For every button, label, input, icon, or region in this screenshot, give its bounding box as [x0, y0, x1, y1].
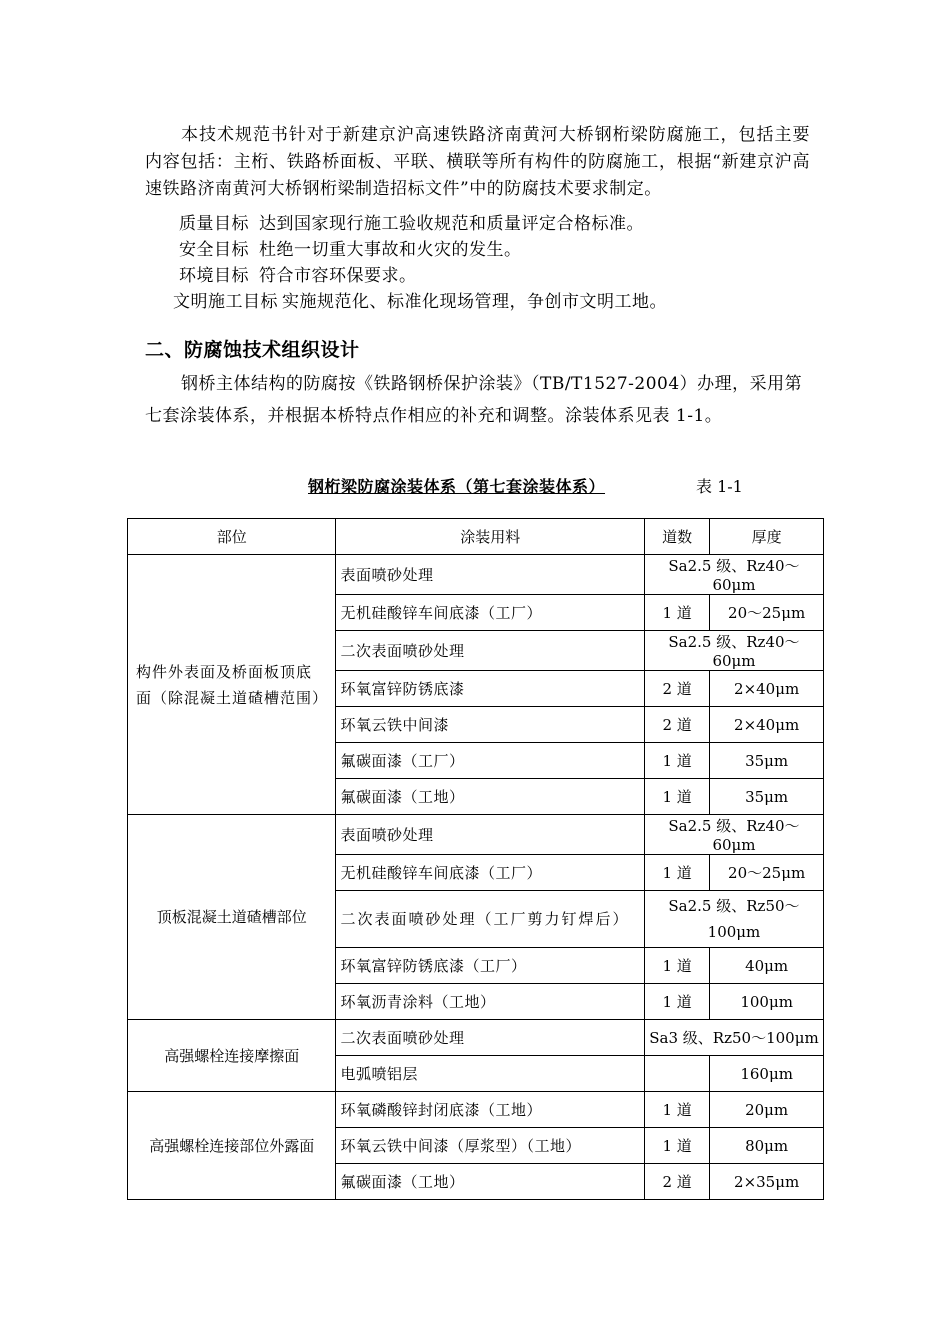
material-cell: 环氧富锌防锈底漆（工厂） — [336, 948, 645, 984]
goal-label: 环境目标 — [179, 266, 249, 286]
material-cell: 二次表面喷砂处理 — [336, 1020, 645, 1056]
goal-safety — [145, 237, 810, 263]
thickness-cell: 35μm — [710, 779, 824, 815]
count-cell: 1 道 — [644, 984, 709, 1020]
material-cell: 二次表面喷砂处理（工厂剪力钉焊后） — [336, 891, 645, 948]
thickness-cell: 20～25μm — [710, 595, 824, 631]
thickness-cell: 20μm — [710, 1092, 824, 1128]
material-cell: 氟碳面漆（工地） — [336, 1164, 645, 1200]
thickness-cell: 2×40μm — [710, 707, 824, 743]
header-thickness: 厚度 — [710, 519, 824, 555]
group-part-cell: 顶板混凝土道碴槽部位 — [128, 815, 336, 1020]
material-cell: 环氧云铁中间漆（厚浆型）（工地） — [336, 1128, 645, 1164]
table-caption: 钢桁梁防腐涂装体系（第七套涂装体系） — [308, 477, 606, 496]
coating-system-table — [127, 518, 824, 1200]
goal-text: 符合市容环保要求。 — [259, 266, 417, 286]
header-material: 涂装用料 — [336, 519, 645, 555]
spec-cell: Sa2.5 级、Rz40～60μm — [644, 631, 823, 671]
table-number: 表 1-1 — [696, 477, 743, 496]
table-caption-row — [145, 474, 810, 500]
goals-list — [145, 211, 810, 315]
goal-label: 安全目标 — [179, 240, 249, 260]
spec-cell — [644, 891, 823, 948]
section-heading: 二、防腐蚀技术组织设计 — [145, 339, 360, 361]
material-cell: 氟碳面漆（工厂） — [336, 743, 645, 779]
table-row — [128, 555, 824, 595]
table-row — [128, 1020, 824, 1056]
material-cell: 环氧云铁中间漆 — [336, 707, 645, 743]
material-cell: 环氧磷酸锌封闭底漆（工地） — [336, 1092, 645, 1128]
count-cell — [644, 1056, 709, 1092]
spec-cell: Sa2.5 级、Rz40～60μm — [644, 555, 823, 595]
thickness-cell: 35μm — [710, 743, 824, 779]
material-cell: 无机硅酸锌车间底漆（工厂） — [336, 855, 645, 891]
goal-quality — [145, 211, 810, 237]
thickness-cell: 20～25μm — [710, 855, 824, 891]
count-cell: 2 道 — [644, 1164, 709, 1200]
spec-text: Sa2.5 级、Rz50～100μm — [668, 897, 800, 941]
count-cell: 1 道 — [644, 1092, 709, 1128]
count-cell: 1 道 — [644, 779, 709, 815]
count-cell: 1 道 — [644, 855, 709, 891]
group-part-cell: 构件外表面及桥面板顶底面（除混凝土道碴槽范围） — [128, 555, 336, 815]
count-cell: 1 道 — [644, 743, 709, 779]
section-paragraph: 钢桥主体结构的防腐按《铁路钢桥保护涂装》（TB/T1527-2004）办理，采用第七套涂装体系，并根据本桥特点作相应的补充和调整。涂装体系见表 1-1。 — [145, 374, 803, 426]
material-cell: 表面喷砂处理 — [336, 815, 645, 855]
count-cell: 2 道 — [644, 707, 709, 743]
goal-label: 文明施工目标 — [173, 292, 278, 312]
thickness-cell: 2×35μm — [710, 1164, 824, 1200]
material-cell: 氟碳面漆（工地） — [336, 779, 645, 815]
table-row — [128, 1092, 824, 1128]
intro-paragraph: 本技术规范书针对于新建京沪高速铁路济南黄河大桥钢桁梁防腐施工，包括主要内容包括：主桁、铁路桥面板、平联、横联等所有构件的防腐施工，根据“新建京沪高速铁路济南黄河大桥钢桁梁制造招标文件”中的防腐技术要求制定。 — [145, 125, 810, 199]
table-header-row — [128, 519, 824, 555]
thickness-cell: 100μm — [710, 984, 824, 1020]
table-row — [128, 815, 824, 855]
group-part-cell: 高强螺栓连接部位外露面 — [128, 1092, 336, 1200]
thickness-cell: 80μm — [710, 1128, 824, 1164]
count-cell: 1 道 — [644, 948, 709, 984]
material-cell: 二次表面喷砂处理 — [336, 631, 645, 671]
spec-cell: Sa2.5 级、Rz40～60μm — [644, 815, 823, 855]
count-cell: 2 道 — [644, 671, 709, 707]
thickness-cell: 2×40μm — [710, 671, 824, 707]
thickness-cell: 160μm — [710, 1056, 824, 1092]
material-cell: 环氧富锌防锈底漆 — [336, 671, 645, 707]
material-cell: 环氧沥青涂料（工地） — [336, 984, 645, 1020]
goal-text: 实施规范化、标准化现场管理，争创市文明工地。 — [282, 292, 667, 312]
count-cell: 1 道 — [644, 595, 709, 631]
spec-cell: Sa3 级、Rz50～100μm — [644, 1020, 823, 1056]
document-body — [145, 122, 810, 496]
goal-text: 杜绝一切重大事故和火灾的发生。 — [259, 240, 522, 260]
count-cell: 1 道 — [644, 1128, 709, 1164]
group-part-cell: 高强螺栓连接摩擦面 — [128, 1020, 336, 1092]
goal-label: 质量目标 — [179, 214, 249, 234]
header-part: 部位 — [128, 519, 336, 555]
goal-text: 达到国家现行施工验收规范和质量评定合格标准。 — [259, 214, 644, 234]
material-cell: 表面喷砂处理 — [336, 555, 645, 595]
material-cell: 电弧喷铝层 — [336, 1056, 645, 1092]
goal-environment — [145, 263, 810, 289]
thickness-cell: 40μm — [710, 948, 824, 984]
material-cell: 无机硅酸锌车间底漆（工厂） — [336, 595, 645, 631]
header-count: 道数 — [644, 519, 709, 555]
goal-civilized — [145, 289, 810, 315]
